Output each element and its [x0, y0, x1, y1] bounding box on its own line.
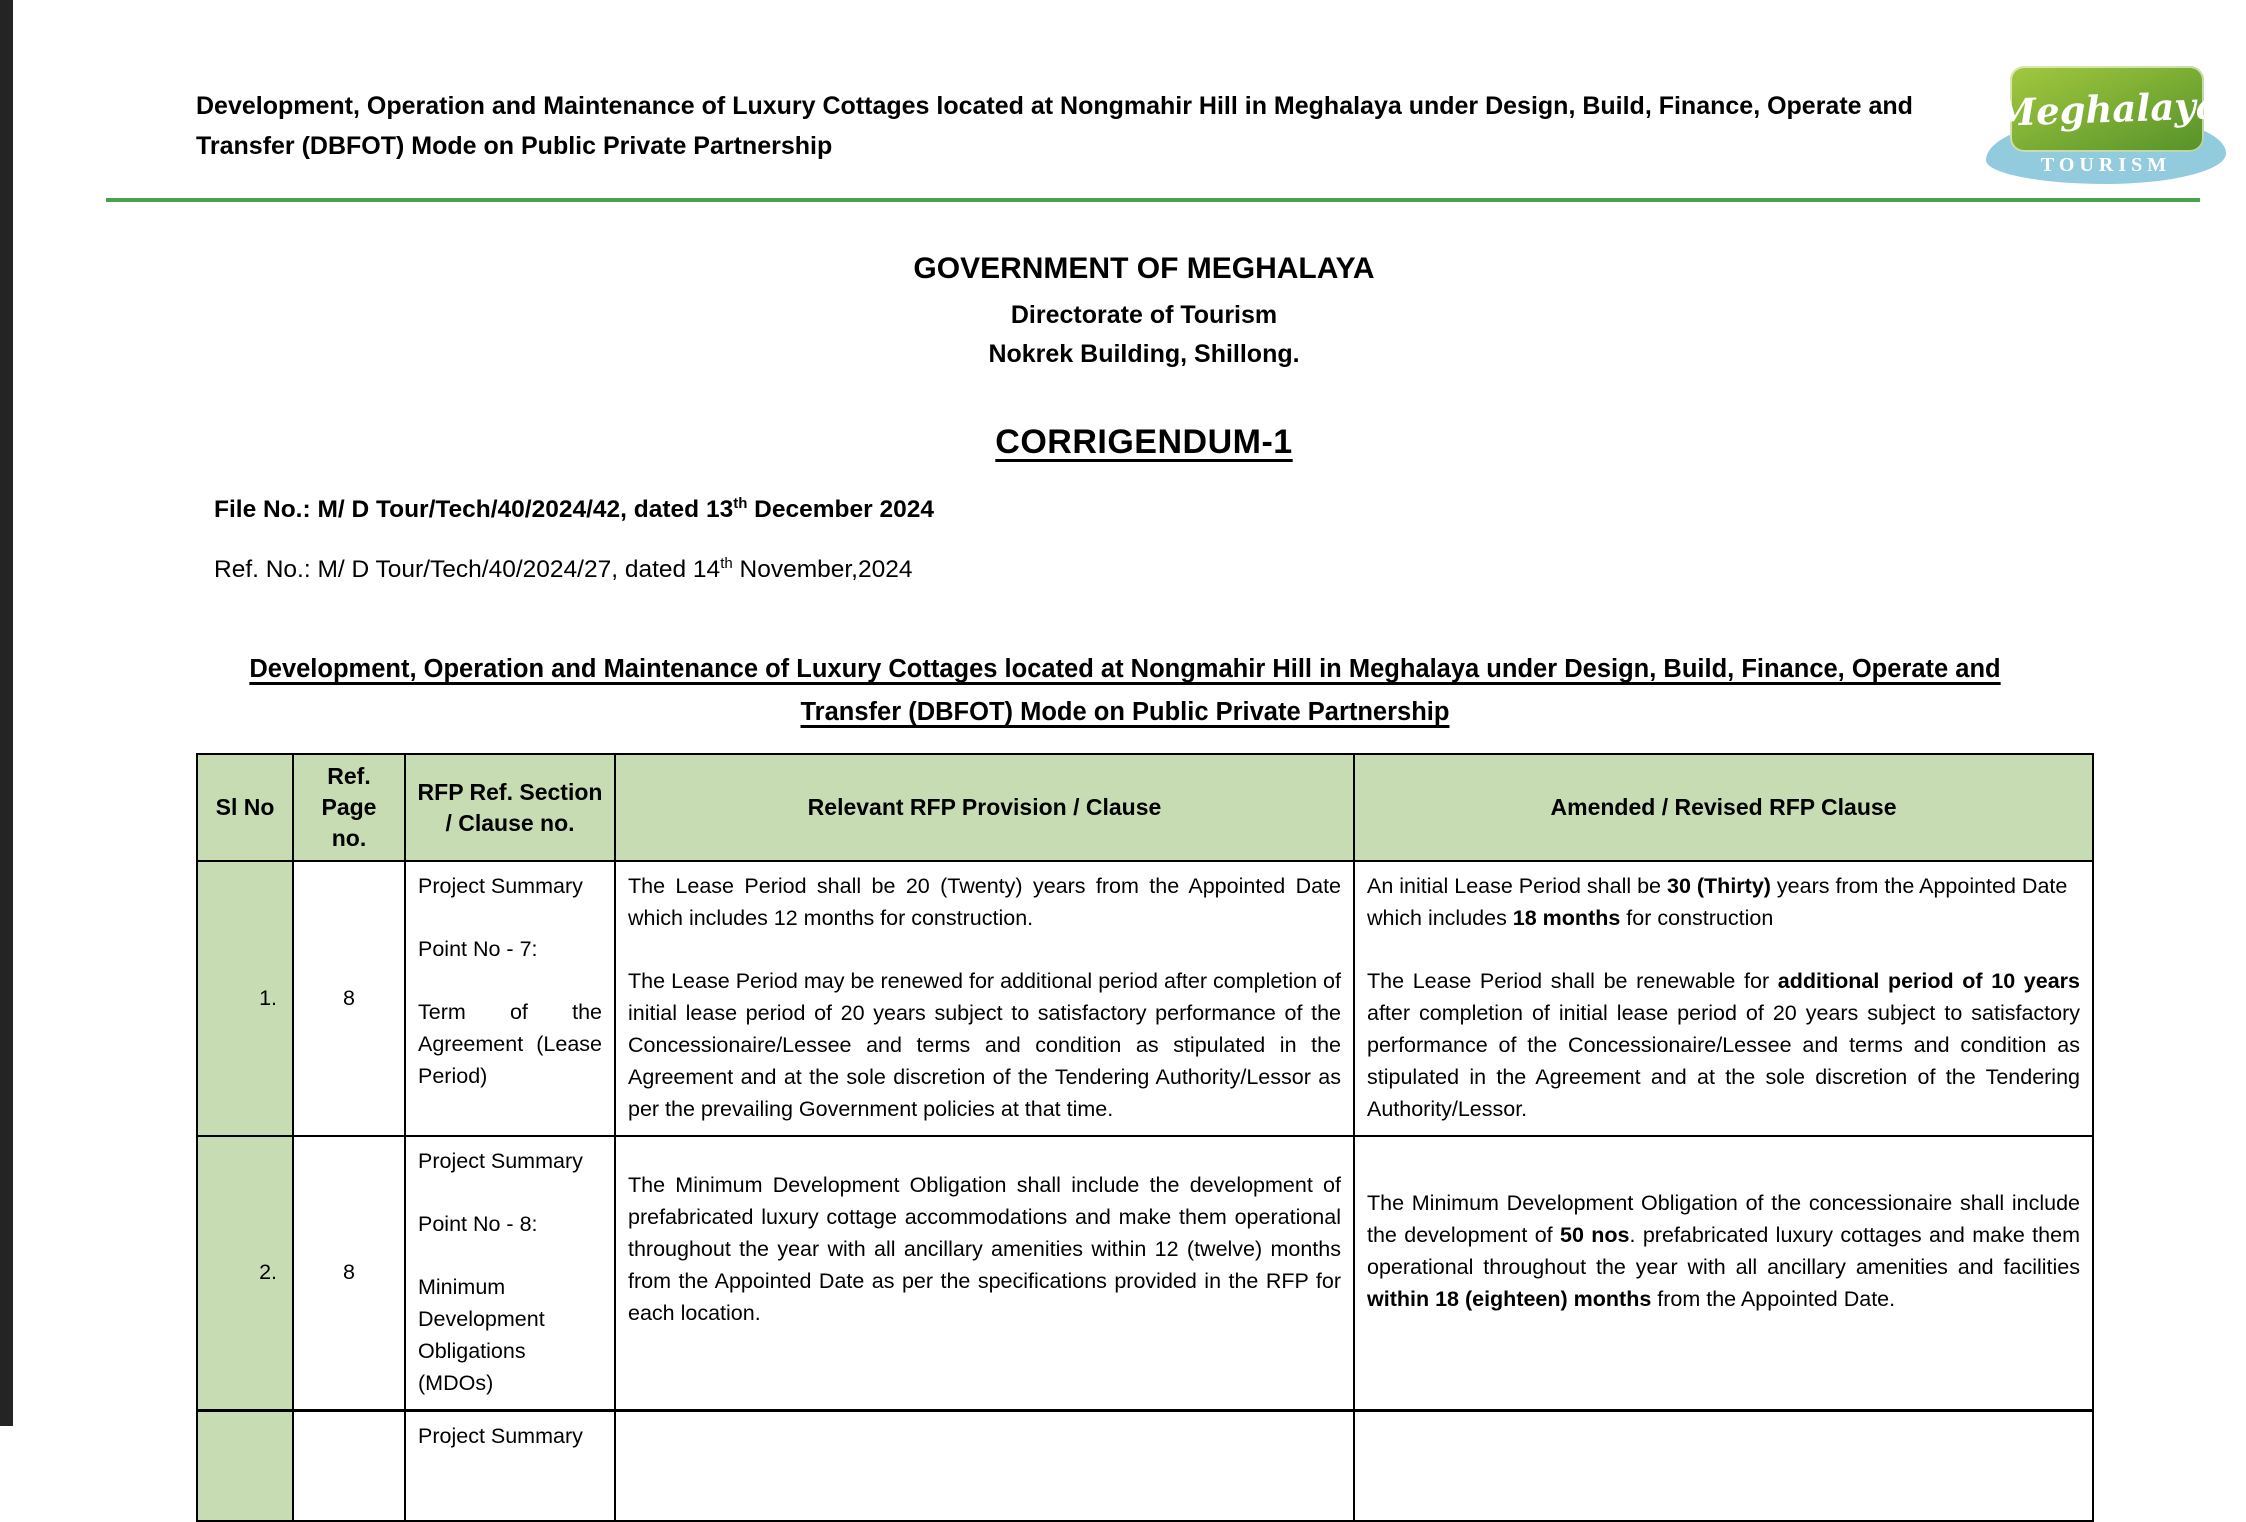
org-address: Nokrek Building, Shillong.: [988, 340, 1300, 368]
org-name: GOVERNMENT OF MEGHALAYA: [913, 252, 1375, 285]
cell-sl-no: [197, 1411, 293, 1521]
cell-amended: An initial Lease Period shall be 30 (Thirty) years from the Appointed Date which includes 18 months for construction The Lease Period shall be renewable for additional period of 10 years after completion of initial lease period of 20 years subject to satisfactory performance of the Concessionaire/Lessee and terms and condition as stipulated in the Agreement and at the sole discretion of the Tendering Authority/Lessor.: [1354, 861, 2093, 1136]
cell-amended: [1354, 1411, 2093, 1521]
cell-ref-page: [293, 1411, 405, 1521]
org-department: Directorate of Tourism: [1010, 301, 1278, 329]
cell-provision: The Minimum Development Obligation shall include the development of prefabricated luxury cottage accommodations and make them operational throughout the year with all ancillary amenities within 12 (twelve) months from the Appointed Date as per the specifications provided in the RFP for each location.: [615, 1136, 1354, 1411]
column-header-amended: Amended / Revised RFP Clause: [1354, 754, 2093, 861]
table-row: [197, 1411, 2093, 1521]
table-row: [197, 861, 2093, 1136]
logo-brand-text: Meghalaya: [1993, 83, 2221, 135]
org-block: [196, 252, 2092, 462]
cell-sl-no: 1.: [197, 861, 293, 1136]
ref-no-line: [214, 556, 912, 584]
cell-amended: The Minimum Development Obligation of the concessionaire shall include the development of 50 nos. prefabricated luxury cottages and make them operational throughout the year with all ancillary amenities and facilities within 18 (eighteen) months from the Appointed Date.: [1354, 1136, 2093, 1411]
subject-heading: Development, Operation and Maintenance of Luxury Cottages located at Nongmahir Hill in Meghalaya under Design, Build, Finance, Operate and Transfer (DBFOT) Mode on Public Private Partnership: [249, 655, 2001, 726]
column-header-sl-no: Sl No: [197, 754, 293, 861]
column-header-ref-page: Ref. Page no.: [293, 754, 405, 861]
cell-rfp-section: Project Summary: [405, 1411, 615, 1521]
page-edge-bar: [0, 0, 13, 1426]
table-header-row: [197, 754, 2093, 861]
file-no-text: File No.: M/ D Tour/Tech/40/2024/42, dated 13: [214, 496, 734, 523]
file-no-superscript: th: [733, 494, 748, 512]
ref-no-rest: November,2024: [732, 556, 913, 583]
table-row: [197, 1136, 2093, 1411]
logo-tourism-label: TOURISM: [2040, 154, 2172, 176]
file-no-rest: December 2024: [747, 496, 934, 523]
column-header-rfp-section: RFP Ref. Section / Clause no.: [405, 754, 615, 861]
doc-title: CORRIGENDUM-1: [995, 423, 1293, 461]
cell-ref-page: 8: [293, 1136, 405, 1411]
cell-provision: The Lease Period shall be 20 (Twenty) years from the Appointed Date which includes 12 months for construction. The Lease Period may be renewed for additional period after completion of initial lease period of 20 years subject to satisfactory performance of the Concessionaire/Lessee and terms and condition as stipulated in the Agreement and at the sole discretion of the Tendering Authority/Lessor as per the prevailing Government policies at that time.: [615, 861, 1354, 1136]
corrigendum-table: [196, 753, 2094, 1522]
logo-plate: [1993, 66, 2221, 152]
file-no-line: [214, 496, 934, 524]
cell-provision: [615, 1411, 1354, 1521]
ref-no-superscript: th: [720, 554, 733, 572]
column-header-provision: Relevant RFP Provision / Clause: [615, 754, 1354, 861]
meghalaya-tourism-logo: [1986, 60, 2226, 192]
ref-no-text: Ref. No.: M/ D Tour/Tech/40/2024/27, dated 14: [214, 556, 721, 583]
cell-rfp-section: Project Summary Point No - 8: Minimum Development Obligations (MDOs): [405, 1136, 615, 1411]
cell-sl-no: 2.: [197, 1136, 293, 1411]
page-header-title: Development, Operation and Maintenance of Luxury Cottages located at Nongmahir Hill in Meghalaya under Design, Build, Finance, Operate and Transfer (DBFOT) Mode on Public Private Partnership: [196, 92, 1913, 160]
cell-ref-page: 8: [293, 861, 405, 1136]
cell-rfp-section: Project Summary Point No - 7: Term of the Agreement (Lease Period): [405, 861, 615, 1136]
header-divider: [106, 198, 2200, 202]
